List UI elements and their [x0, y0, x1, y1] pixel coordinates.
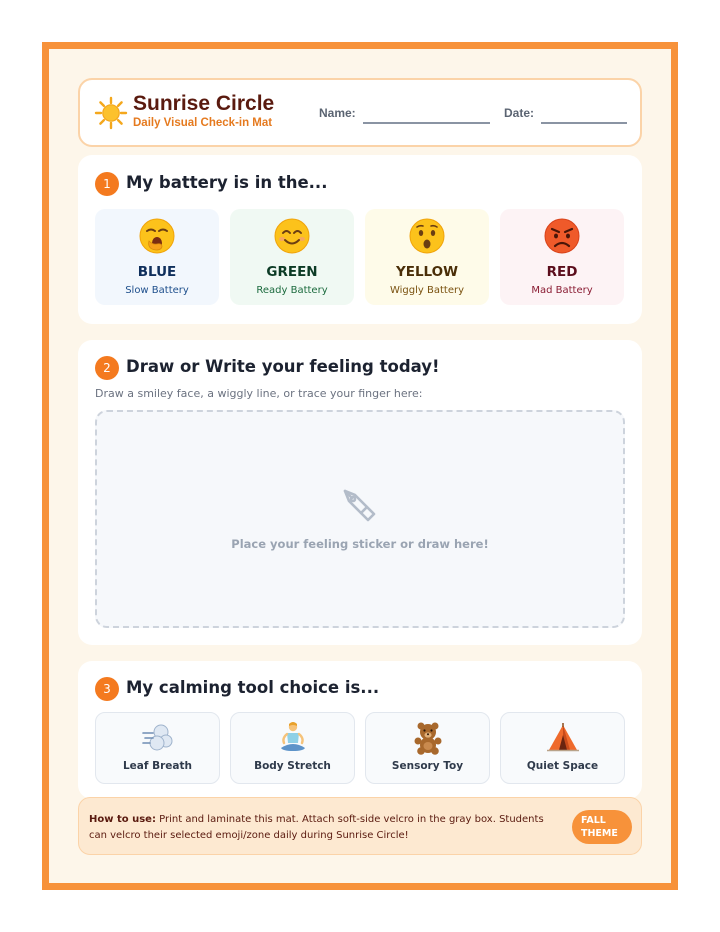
meditating-person-icon: [276, 721, 310, 755]
zone-desc: Ready Battery: [256, 285, 328, 296]
how-to-body: Print and laminate this mat. Attach soft-side velcro in the gray box. Students can velcro their selected emoji/zone daily during Sunrise Circle!: [89, 814, 544, 841]
zone-name: YELLOW: [395, 264, 459, 280]
zone-desc: Wiggly Battery: [389, 285, 465, 296]
angry-face-icon: [543, 217, 581, 255]
zone-desc: Mad Battery: [531, 285, 593, 296]
tool-options: [95, 712, 625, 784]
section-title: My calming tool choice is...: [126, 678, 380, 697]
battery-section: [78, 155, 642, 324]
how-to-lead: How to use:: [89, 814, 156, 825]
drawing-area[interactable]: [95, 410, 625, 628]
tool-label: Body Stretch: [254, 760, 331, 772]
teddy-bear-icon: [411, 721, 445, 755]
tools-section: [78, 661, 642, 799]
wind-icon: [141, 721, 175, 755]
theme-badge: [572, 810, 632, 844]
badge-line-1: FALL: [581, 815, 606, 826]
zone-name: RED: [546, 264, 578, 280]
date-field[interactable]: [541, 122, 627, 124]
draw-placeholder: Place your feeling sticker or draw here!: [231, 537, 489, 551]
tent-icon: [546, 721, 580, 755]
pen-nib-icon: [340, 486, 382, 528]
name-field[interactable]: [363, 122, 490, 124]
zone-card-red[interactable]: [500, 209, 624, 305]
badge-line-2: THEME: [581, 828, 618, 839]
page-title: Sunrise Circle: [133, 92, 275, 115]
section-title: Draw or Write your feeling today!: [126, 357, 440, 376]
smiling-face-icon: [273, 217, 311, 255]
zone-name: GREEN: [266, 264, 318, 280]
step-number: 1: [95, 172, 119, 196]
surprised-face-icon: [408, 217, 446, 255]
zone-options: [95, 209, 625, 305]
tool-card-leaf-breath[interactable]: [95, 712, 220, 784]
zone-card-blue[interactable]: [95, 209, 219, 305]
page-subtitle: Daily Visual Check-in Mat: [133, 117, 273, 129]
zone-desc: Slow Battery: [125, 285, 189, 296]
step-number: 3: [95, 677, 119, 701]
draw-instruction: Draw a smiley face, a wiggly line, or trace your finger here:: [95, 387, 423, 400]
draw-section: [78, 340, 642, 645]
zone-card-yellow[interactable]: [365, 209, 489, 305]
sun-icon: [94, 96, 128, 130]
how-to-note: [78, 797, 642, 855]
tool-card-quiet-space[interactable]: [500, 712, 625, 784]
step-number: 2: [95, 356, 119, 380]
tool-label: Leaf Breath: [122, 760, 192, 772]
zone-name: BLUE: [137, 264, 177, 280]
tool-label: Quiet Space: [526, 760, 599, 772]
date-label: Date:: [504, 106, 535, 120]
header: [78, 78, 642, 147]
tool-label: Sensory Toy: [391, 760, 464, 772]
how-to-text: [89, 812, 559, 843]
section-title: My battery is in the...: [126, 173, 328, 192]
zone-card-green[interactable]: [230, 209, 354, 305]
tool-card-sensory-toy[interactable]: [365, 712, 490, 784]
tool-card-body-stretch[interactable]: [230, 712, 355, 784]
checkin-mat: [42, 42, 678, 890]
name-label: Name:: [319, 106, 356, 120]
yawning-face-icon: [138, 217, 176, 255]
